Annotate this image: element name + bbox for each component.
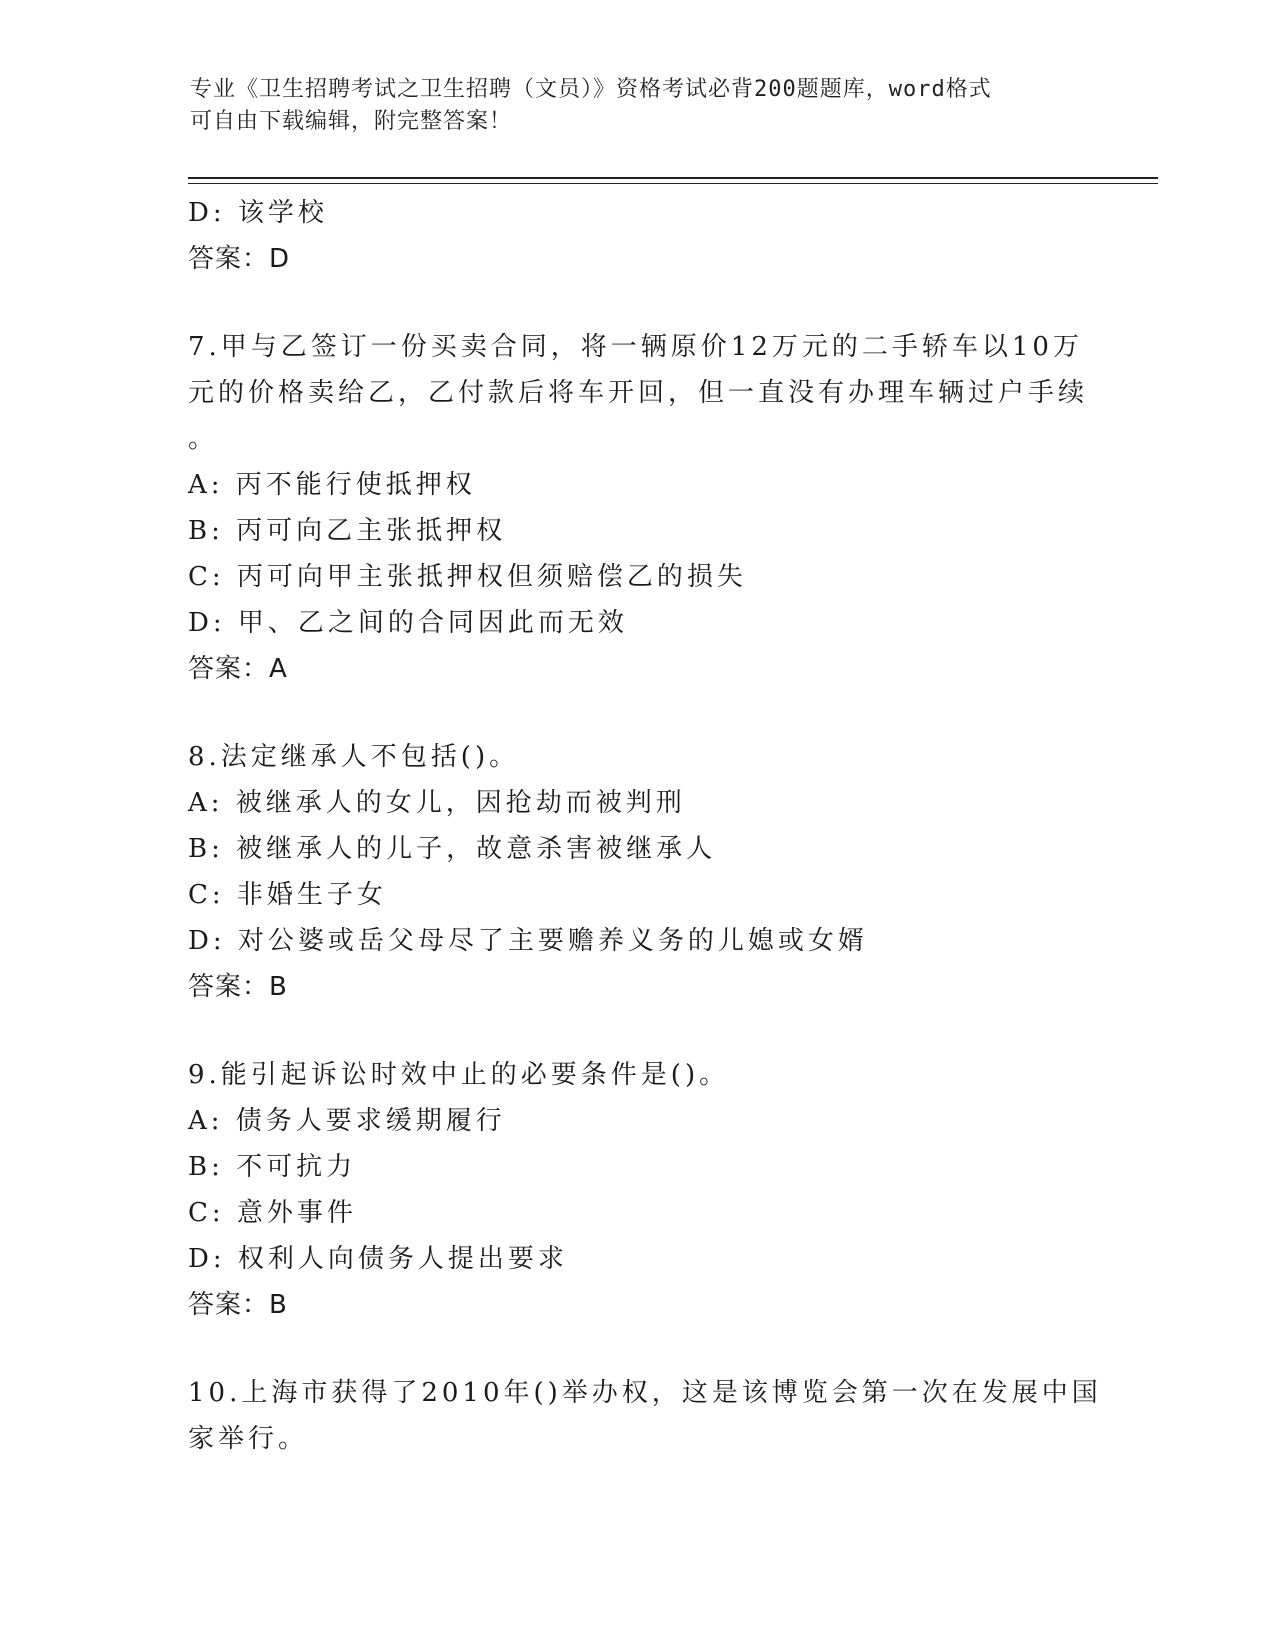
question-stem-line-1: 7.甲与乙签订一份买卖合同，将一辆原价12万元的二手轿车以10万 (188, 332, 1083, 362)
option-c: C: 非婚生子女 (188, 880, 387, 910)
question-stem-line-1: 10.上海市获得了2010年()举办权，这是该博览会第一次在发展中国 (188, 1378, 1102, 1408)
option-a: A: 债务人要求缓期履行 (188, 1106, 506, 1136)
question-stem: 8.法定继承人不包括()。 (188, 742, 520, 772)
question-stem-line-2: 元的价格卖给乙，乙付款后将车开回，但一直没有办理车辆过户手续 (188, 378, 1089, 408)
option-d: D: 权利人向债务人提出要求 (188, 1244, 568, 1274)
question-stem: 9.能引起诉讼时效中止的必要条件是()。 (188, 1060, 730, 1090)
header-divider-thick (188, 177, 1158, 179)
question-10 (188, 1370, 1102, 1462)
option-c: C: 意外事件 (188, 1198, 357, 1228)
option-b: B: 丙可向乙主张抵押权 (188, 516, 507, 546)
question-stem-line-2: 家举行。 (188, 1424, 309, 1454)
option-a: A: 丙不能行使抵押权 (188, 470, 476, 500)
question-list (188, 190, 1102, 1462)
question-6 (188, 190, 1078, 282)
question-9 (188, 1052, 1078, 1328)
option-c: C: 丙可向甲主张抵押权但须赔偿乙的损失 (188, 562, 747, 592)
option-a: A: 被继承人的女儿，因抢劫而被判刑 (188, 788, 686, 818)
header-line-1: 专业《卫生招聘考试之卫生招聘（文员）》资格考试必背200题题库，word格式 (190, 77, 992, 102)
question-7 (188, 324, 1089, 692)
answer-line: 答案：B (188, 1290, 288, 1320)
answer-line: 答案：A (188, 654, 288, 684)
answer-line: 答案：D (188, 244, 291, 274)
header-divider-thin (188, 183, 1158, 184)
header-line-2: 可自由下载编辑，附完整答案！ (190, 109, 513, 134)
option-d: D: 对公婆或岳父母尽了主要赡养义务的儿媳或女婿 (188, 926, 868, 956)
document-header (190, 74, 1070, 138)
question-stem-line-3: 。 (188, 424, 219, 454)
option-b: B: 不可抗力 (188, 1152, 357, 1182)
option-d: D: 该学校 (188, 198, 328, 228)
answer-line: 答案：B (188, 972, 288, 1002)
option-b: B: 被继承人的儿子，故意杀害被继承人 (188, 834, 717, 864)
question-8 (188, 734, 1078, 1010)
option-d: D: 甲、乙之间的合同因此而无效 (188, 608, 628, 638)
